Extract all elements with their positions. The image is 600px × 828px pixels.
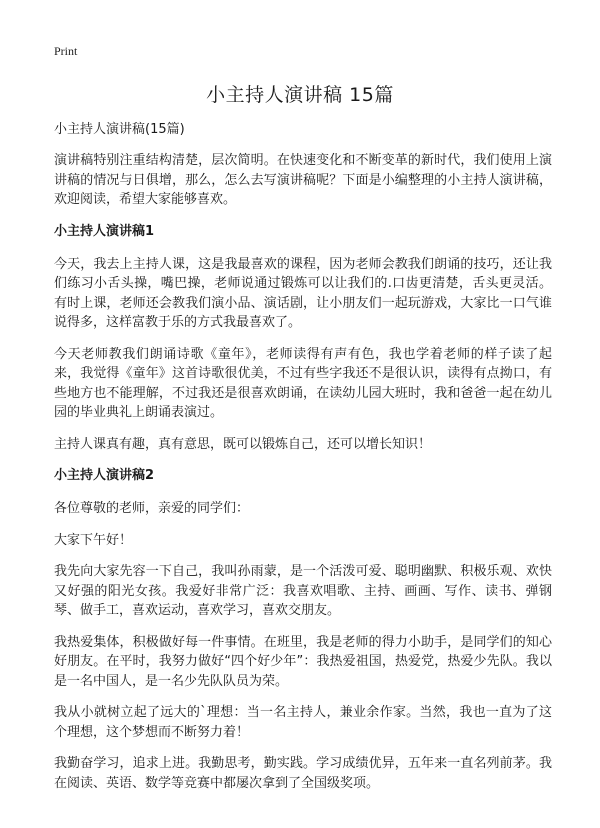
section-heading-2: 小主持人演讲稿2 bbox=[54, 468, 155, 483]
print-link[interactable]: Print bbox=[54, 44, 78, 58]
paragraph: 我勤奋学习，追求上进。我勤思考，勤实践。学习成绩优异，五年来一直名列前茅。我在阅读、英语、数学等竞赛中都屡次拿到了全国级奖项。 bbox=[54, 756, 552, 791]
section-heading-1: 小主持人演讲稿1 bbox=[54, 223, 155, 239]
document-body bbox=[54, 120, 552, 805]
intro-paragraph: 演讲稿特别注重结构清楚，层次简明。在快速变化和不断变革的新时代，我们使用上演讲稿的情况与日俱增，那么，怎么去写演讲稿呢？下面是小编整理的小主持人演讲稿，欢迎阅读，希望大家能够喜欢。 bbox=[54, 153, 552, 207]
paragraph: 今天，我去上主持人课，这是我最喜欢的课程，因为老师会教我们朗诵的技巧，还让我们练习小舌头操，嘴巴操，老师说通过锻炼可以让我们的.口齿更清楚，舌头更灵活。有时上课，老师还会教我们演小品、演话剧，让小朋友们一起玩游戏，大家比一口气谁说得多，这样富教于乐的方式我最喜欢了。 bbox=[54, 256, 552, 330]
document-subtitle: 小主持人演讲稿(15篇) bbox=[54, 122, 185, 137]
paragraph: 主持人课真有趣，真有意思，既可以锻炼自己，还可以增长知识！ bbox=[54, 436, 432, 452]
page-title: 小主持人演讲稿 15篇 bbox=[206, 84, 394, 106]
paragraph: 我从小就树立起了远大的`理想：当一名主持人，兼业余作家。当然，我也一直为了这个理想，这个梦想而不断努力着！ bbox=[54, 705, 552, 740]
paragraph: 我先向大家先容一下自己，我叫孙雨蒙，是一个活泼可爱、聪明幽默、积极乐观、欢快又好强的阳光女孩。我爱好非常广泛：我喜欢唱歌、主持、画画、写作、读书、弹钢琴、做手工，喜欢运动，喜欢学习，喜欢交朋友。 bbox=[54, 564, 552, 618]
paragraph: 各位尊敬的老师，亲爱的同学们： bbox=[54, 501, 250, 516]
paragraph: 我热爱集体，积极做好每一件事情。在班里，我是老师的得力小助手，是同学们的知心好朋友。在平时，我努力做好“四个好少年”：我热爱祖国，热爱党，热爱少先队。我以是一名中国人，是一名少先队队员为荣。 bbox=[54, 634, 552, 689]
paragraph: 大家下午好！ bbox=[54, 532, 133, 548]
paragraph: 今天老师教我们朗诵诗歌《童年》，老师读得有声有色，我也学着老师的样子读了起来，我觉得《童年》这首诗歌很优美，不过有些字我还不是很认识，读得有点拗口，有些地方也不能理解，不过我还是很喜欢朗诵，在读幼儿园大班时，我和爸爸一起在幼儿园的毕业典礼上朗诵表演过。 bbox=[54, 346, 552, 420]
